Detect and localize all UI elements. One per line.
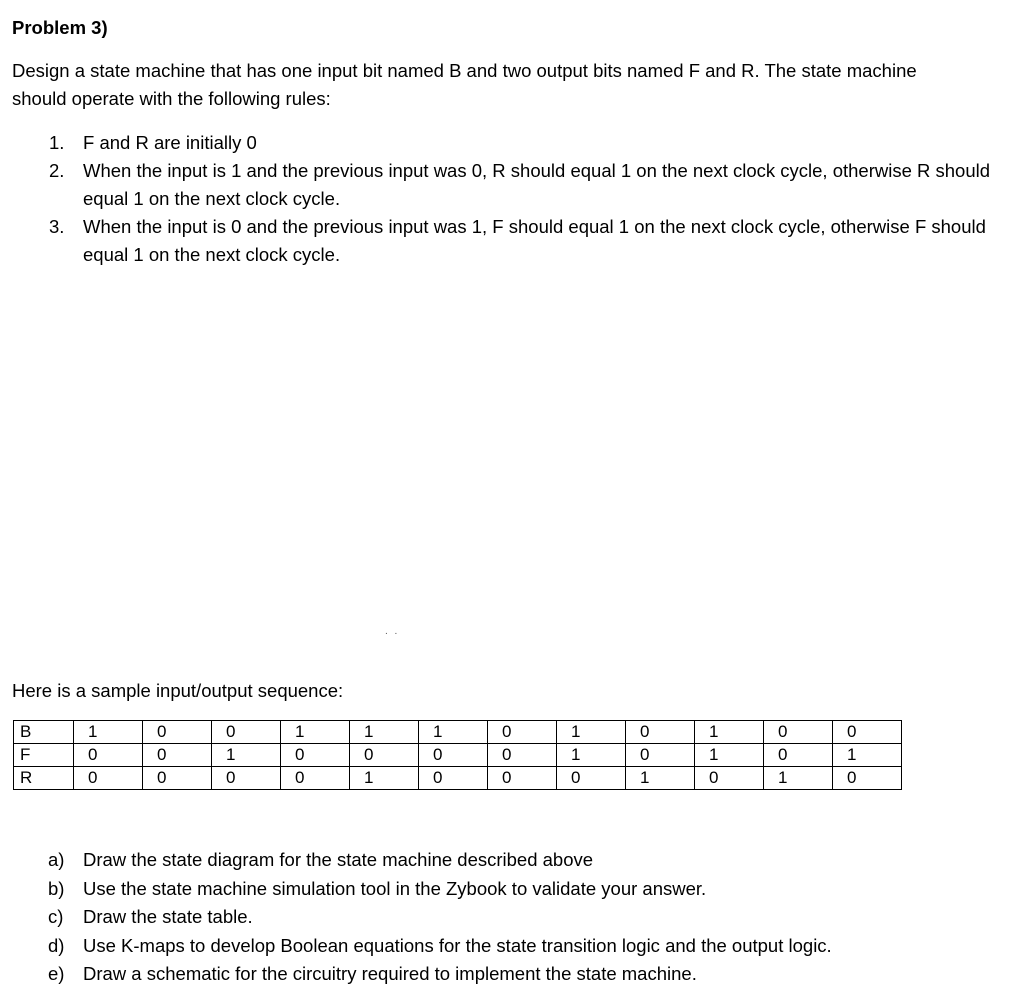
table-cell: 0 [833, 767, 902, 790]
rule-text: F and R are initially 0 [83, 132, 257, 153]
table-cell: 1 [212, 744, 281, 767]
rule-item [0, 157, 1000, 213]
task-text: Draw a schematic for the circuitry required to implement the state machine. [83, 963, 697, 984]
table-cell: 0 [212, 721, 281, 744]
table-cell: 0 [74, 767, 143, 790]
table-cell: 0 [833, 721, 902, 744]
problem-intro: Design a state machine that has one input bit named B and two output bits named F and R. The state machine should operate with the following rules: [12, 60, 917, 109]
rule-text: When the input is 0 and the previous input was 1, F should equal 1 on the next clock cycle, otherwise F should equal 1 on the next clock cycle. [83, 216, 986, 265]
table-row [14, 744, 902, 767]
task-item [0, 875, 1000, 904]
table-cell: 0 [281, 767, 350, 790]
table-cell: 0 [419, 744, 488, 767]
table-cell: 1 [626, 767, 695, 790]
table-cell: 0 [143, 744, 212, 767]
rule-number: 1. [49, 132, 65, 153]
table-row [14, 767, 902, 790]
task-letter: a) [48, 849, 65, 870]
table-row [14, 721, 902, 744]
table-cell: 1 [281, 721, 350, 744]
task-text: Use K-maps to develop Boolean equations for the state transition logic and the output logic. [83, 934, 832, 956]
stray-dots: . . [385, 626, 400, 637]
table-cell: 1 [557, 721, 626, 744]
table-cell: 0 [419, 767, 488, 790]
task-item [0, 960, 1000, 989]
rules-list [0, 129, 1000, 269]
task-item [0, 846, 1000, 875]
table-cell: 0 [488, 744, 557, 767]
tasks-list [0, 846, 1000, 989]
table-cell: 0 [281, 744, 350, 767]
row-label: R [14, 767, 74, 790]
sequence-table [13, 720, 902, 790]
row-label: B [14, 721, 74, 744]
rule-item [0, 129, 1000, 157]
table-cell: 0 [488, 721, 557, 744]
table-cell: 0 [212, 767, 281, 790]
task-text: Draw the state table. [83, 906, 253, 927]
sample-intro: Here is a sample input/output sequence: [12, 680, 344, 701]
table-cell: 1 [695, 744, 764, 767]
table-cell: 0 [764, 744, 833, 767]
table-cell: 1 [557, 744, 626, 767]
task-letter: d) [48, 934, 65, 956]
table-cell: 0 [695, 767, 764, 790]
table-cell: 0 [74, 744, 143, 767]
table-cell: 0 [143, 767, 212, 790]
table-cell: 0 [764, 721, 833, 744]
rule-item [0, 213, 1000, 269]
task-item [0, 903, 1000, 932]
task-letter: b) [48, 877, 65, 899]
table-cell: 0 [626, 721, 695, 744]
table-cell: 1 [350, 721, 419, 744]
task-letter: c) [48, 906, 64, 927]
row-label: F [14, 744, 74, 767]
rule-number: 3. [49, 216, 65, 237]
task-text: Use the state machine simulation tool in the Zybook to validate your answer. [83, 877, 707, 899]
problem-title: Problem 3) [12, 17, 108, 38]
table-cell: 1 [695, 721, 764, 744]
table-cell: 1 [764, 767, 833, 790]
table-cell: 1 [74, 721, 143, 744]
task-text: Draw the state diagram for the state machine described above [83, 849, 594, 870]
table-cell: 1 [833, 744, 902, 767]
table-cell: 0 [143, 721, 212, 744]
table-cell: 0 [557, 767, 626, 790]
rule-text: When the input is 1 and the previous input was 0, R should equal 1 on the next clock cycle, otherwise R should equal 1 on the next clock cycle. [83, 160, 991, 209]
table-cell: 1 [350, 767, 419, 790]
table-cell: 0 [626, 744, 695, 767]
task-item [0, 932, 1000, 961]
table-cell: 0 [350, 744, 419, 767]
table-cell: 0 [488, 767, 557, 790]
rule-number: 2. [49, 160, 65, 181]
task-letter: e) [48, 963, 65, 984]
table-cell: 1 [419, 721, 488, 744]
